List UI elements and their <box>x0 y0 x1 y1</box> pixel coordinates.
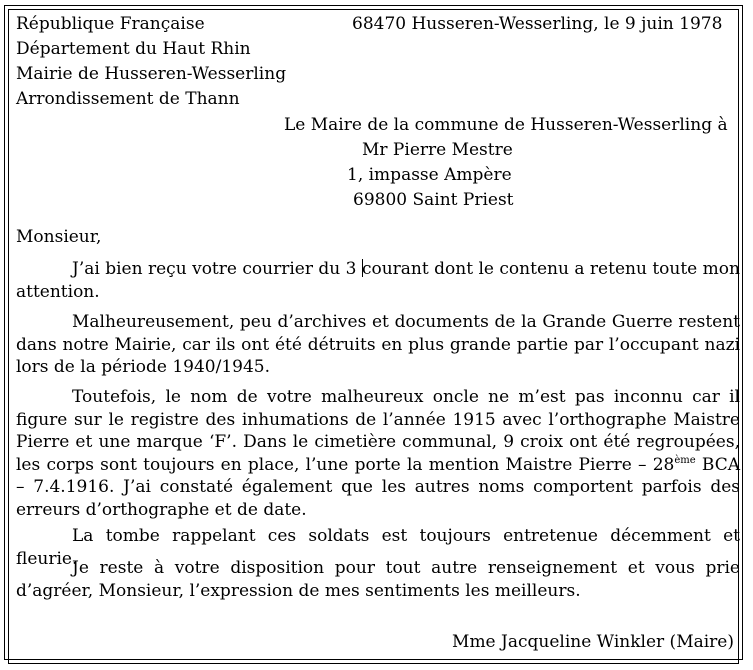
paragraph-1 <box>16 258 740 303</box>
header-department: Département du Haut Rhin <box>16 39 251 59</box>
paragraph-4: La tombe rappelant ces soldats est toujours entretenue décemment et fleurie. <box>16 526 740 569</box>
paragraph-3 <box>16 386 740 521</box>
signature: Mme Jacqueline Winkler (Maire) <box>452 632 734 652</box>
recipient-name: Mr Pierre Mestre <box>362 140 513 160</box>
header-town-hall: Mairie de Husseren-Wesserling <box>16 64 287 84</box>
recipient-from-line: Le Maire de la commune de Husseren-Wesserling à <box>284 115 728 135</box>
paragraph-3-end: BCA – 7.4.1916. J’ai constaté également que les autres noms comportent parfois des erreurs d’orthographe et de date. <box>16 454 740 520</box>
salutation: Monsieur, <box>16 227 102 247</box>
ordinal-superscript: ème <box>674 454 696 466</box>
place-date: 68470 Husseren-Wesserling, le 9 juin 1978 <box>352 14 723 34</box>
header-district: Arrondissement de Thann <box>16 89 240 109</box>
letter-page <box>16 0 740 670</box>
paragraph-5: Je reste à votre disposition pour tout autre renseignement et vous prie d’agréer, Monsieur, l’expression de mes sentiments les meilleurs. <box>16 558 740 601</box>
recipient-city: 69800 Saint Priest <box>353 190 514 210</box>
paragraph-1-end: courant dont le contenu a retenu toute mon attention. <box>16 259 740 302</box>
header-republic: République Française <box>16 14 205 34</box>
paragraph-2: Malheureusement, peu d’archives et documents de la Grande Guerre restent dans notre Mairie, car ils ont été détruits en plus grande partie par l’occupant nazi lors de la période 1940/1945. <box>16 312 740 377</box>
recipient-street: 1, impasse Ampère <box>347 165 512 185</box>
paragraph-3-start: Toutefois, le nom de votre malheureux oncle ne m’est pas inconnu car il figure sur le registre des inhumations de l’année 1915 avec l’orthographe Maistre Pierre et une marque ‘F’. Dans le cimetière communal, 9 croix ont été regroupées, les corps sont toujours en place, l’une porte la mention Maistre Pierre – 28 <box>16 387 740 475</box>
paragraph-1-start: J’ai bien reçu votre courrier du 3 <box>72 259 362 279</box>
